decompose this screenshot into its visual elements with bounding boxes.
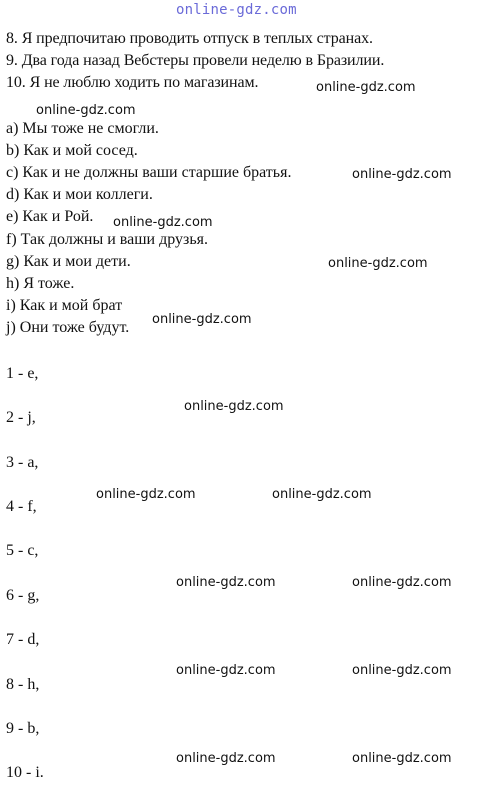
answer-9: 9 - b, — [6, 720, 40, 737]
watermark: online-gdz.com — [113, 215, 213, 230]
answer-4: 4 - f, — [6, 498, 37, 515]
watermark: online-gdz.com — [352, 575, 452, 590]
watermark: online-gdz.com — [352, 663, 452, 678]
watermark: online-gdz.com — [152, 312, 252, 327]
answer-7: 7 - d, — [6, 631, 40, 648]
watermark: online-gdz.com — [36, 103, 136, 118]
option-a: a) Мы тоже не смогли. — [6, 120, 159, 137]
option-b: b) Как и мой сосед. — [6, 142, 138, 159]
watermark: online-gdz.com — [272, 487, 372, 502]
watermark: online-gdz.com — [176, 663, 276, 678]
watermark: online-gdz.com — [352, 751, 452, 766]
option-e: e) Как и Рой. — [6, 208, 94, 225]
watermark: online-gdz.com — [316, 80, 416, 95]
answer-6: 6 - g, — [6, 587, 40, 604]
watermark: online-gdz.com — [176, 751, 276, 766]
sentence-9: 9. Два года назад Вебстеры провели неделю в Бразилии. — [6, 52, 385, 69]
answer-2: 2 - j, — [6, 409, 36, 426]
watermark: online-gdz.com — [96, 487, 196, 502]
sentence-10: 10. Я не люблю ходить по магазинам. — [6, 74, 259, 91]
option-d: d) Как и мои коллеги. — [6, 186, 153, 203]
answer-1: 1 - e, — [6, 365, 39, 382]
option-c: c) Как и не должны ваши старшие братья. — [6, 164, 292, 181]
option-j: j) Они тоже будут. — [6, 319, 130, 336]
option-h: h) Я тоже. — [6, 275, 75, 292]
answer-8: 8 - h, — [6, 676, 40, 693]
option-g: g) Как и мои дети. — [6, 253, 131, 270]
watermark: online-gdz.com — [176, 575, 276, 590]
option-i: i) Как и мой брат — [6, 297, 123, 314]
watermark: online-gdz.com — [352, 167, 452, 182]
sentence-8: 8. Я предпочитаю проводить отпуск в теплых странах. — [6, 30, 373, 47]
watermark: online-gdz.com — [328, 256, 428, 271]
answer-5: 5 - c, — [6, 542, 39, 559]
answer-3: 3 - a, — [6, 454, 39, 471]
option-f: f) Так должны и ваши друзья. — [6, 231, 208, 248]
answer-10: 10 - i. — [6, 764, 44, 781]
header-watermark: online-gdz.com — [176, 2, 297, 18]
watermark: online-gdz.com — [184, 399, 284, 414]
